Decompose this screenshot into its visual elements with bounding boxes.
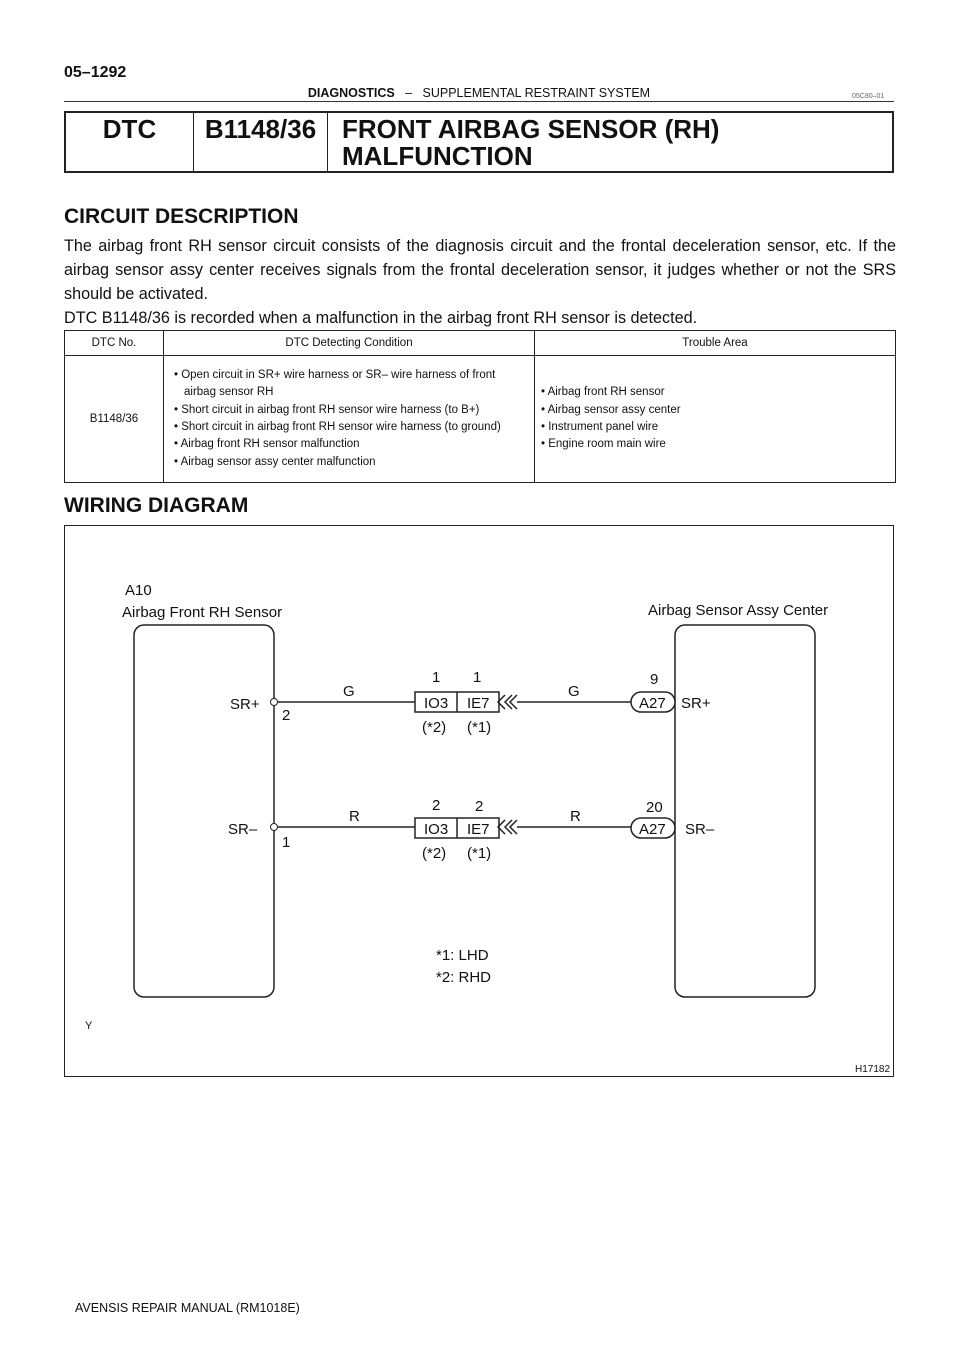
sensor-terminal: SR– xyxy=(228,821,258,838)
header-separator: – xyxy=(405,86,413,100)
sensor-terminal: SR+ xyxy=(230,696,260,713)
figure-code: H17182 xyxy=(855,1064,891,1075)
corner-mark: Y xyxy=(85,1020,93,1032)
wire-color-left: R xyxy=(349,808,360,825)
center-pin: 9 xyxy=(650,671,659,688)
center-box xyxy=(675,625,815,997)
footer: AVENSIS REPAIR MANUAL (RM1018E) xyxy=(75,1301,300,1315)
io-connector: IO3 xyxy=(424,821,449,838)
ie-connector: IE7 xyxy=(467,695,490,712)
title-description xyxy=(328,113,719,171)
center-connector-label: A27 xyxy=(639,821,666,838)
area-item: • Airbag front RH sensor xyxy=(541,386,665,399)
wiring-heading: WIRING DIAGRAM xyxy=(64,494,249,517)
condition-item: • Airbag front RH sensor malfunction xyxy=(174,438,360,451)
sensor-pin: 1 xyxy=(282,834,291,851)
circuit-heading: CIRCUIT DESCRIPTION xyxy=(64,205,299,228)
sensor-name: Airbag Front RH Sensor xyxy=(122,604,283,621)
area-item: • Engine room main wire xyxy=(541,438,666,451)
condition-item: • Short circuit in airbag front RH sensor wire harness (to ground) xyxy=(174,421,501,433)
header-code: 05C80–01 xyxy=(852,93,885,100)
circuit-paragraph-1: The airbag front RH sensor circuit consists of the diagnosis circuit and the frontal deceleration sensor, etc. If the airbag sensor assy center receives signals from the frontal deceleration sensor, it judges whether or not the SRS should be activated. xyxy=(64,237,896,303)
dtc-table xyxy=(64,330,896,483)
condition-item: • Short circuit in airbag front RH sensor wire harness (to B+) xyxy=(174,403,480,416)
wire-color-left: G xyxy=(343,683,355,700)
terminal-dot xyxy=(271,699,278,706)
io-note: (*2) xyxy=(422,845,447,862)
ie-note: (*1) xyxy=(467,719,492,736)
ie-pin: 2 xyxy=(475,798,484,815)
note-lhd: *1: LHD xyxy=(436,947,489,964)
wire-row-sr-plus xyxy=(230,669,711,736)
ie-connector: IE7 xyxy=(467,821,490,838)
ie-note: (*1) xyxy=(467,845,492,862)
center-terminal: SR– xyxy=(685,821,715,838)
circuit-paragraph-2: DTC B1148/36 is recorded when a malfunction in the airbag front RH sensor is detected. xyxy=(64,309,698,327)
wire-row-sr-minus xyxy=(228,797,715,862)
wiring-svg xyxy=(65,526,895,1078)
header-rule xyxy=(64,101,894,102)
connector-chevron-icon xyxy=(498,820,517,834)
title-box xyxy=(64,111,894,173)
page-number: 05–1292 xyxy=(64,64,127,81)
center-terminal: SR+ xyxy=(681,695,711,712)
circuit-description xyxy=(64,234,896,330)
wiring-diagram xyxy=(64,525,894,1077)
area-item: • Instrument panel wire xyxy=(541,421,659,433)
trouble-area-cell xyxy=(535,356,896,483)
note-rhd: *2: RHD xyxy=(436,969,492,986)
sensor-pin: 2 xyxy=(282,707,291,724)
col-trouble-area: Trouble Area xyxy=(535,331,896,356)
connector-chevron-icon xyxy=(498,695,517,709)
wire-color-right: G xyxy=(568,683,580,700)
title-code: B1148/36 xyxy=(194,113,328,171)
io-pin: 2 xyxy=(432,797,441,814)
condition-item: • Airbag sensor assy center malfunction xyxy=(174,455,376,468)
io-note: (*2) xyxy=(422,719,447,736)
wire-color-right: R xyxy=(570,808,581,825)
terminal-dot xyxy=(271,824,278,831)
condition-cell xyxy=(164,356,535,483)
sensor-box xyxy=(134,625,274,997)
io-pin: 1 xyxy=(432,669,441,686)
io-connector: IO3 xyxy=(424,695,449,712)
dtc-number-cell: B1148/36 xyxy=(65,356,164,483)
header-section: DIAGNOSTICS xyxy=(307,86,395,100)
header-subsection: SUPPLEMENTAL RESTRAINT SYSTEM xyxy=(422,86,651,100)
condition-item: • Open circuit in SR+ wire harness or SR– wire harness of front airbag sensor RH xyxy=(174,368,496,399)
center-connector-label: A27 xyxy=(639,695,666,712)
title-line2: MALFUNCTION xyxy=(342,141,533,171)
col-condition: DTC Detecting Condition xyxy=(164,331,535,356)
title-line1: FRONT AIRBAG SENSOR (RH) xyxy=(342,114,720,144)
col-dtc-no: DTC No. xyxy=(65,331,164,356)
running-header xyxy=(64,86,894,100)
center-pin: 20 xyxy=(646,799,663,816)
area-item: • Airbag sensor assy center xyxy=(541,403,681,416)
ie-pin: 1 xyxy=(473,669,482,686)
center-name: Airbag Sensor Assy Center xyxy=(648,602,829,619)
sensor-code: A10 xyxy=(125,582,152,599)
title-dtc: DTC xyxy=(66,113,194,171)
